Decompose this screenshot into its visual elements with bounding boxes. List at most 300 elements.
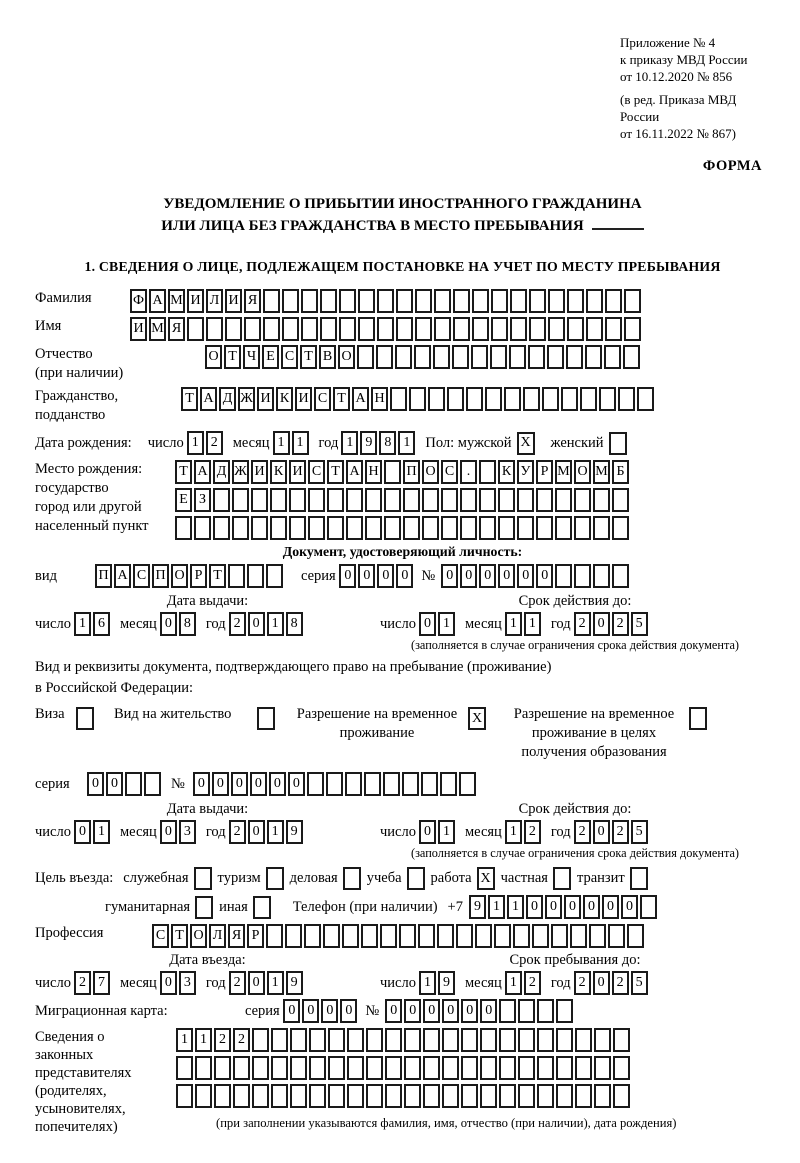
char-cell[interactable]: А [352,387,369,411]
char-cell[interactable] [206,317,223,341]
char-cell[interactable] [441,488,458,512]
char-cell[interactable]: З [194,488,211,512]
char-cell[interactable] [252,1028,269,1052]
char-cell[interactable] [624,317,641,341]
char-cell[interactable]: 2 [229,820,246,844]
char-cell[interactable]: Р [536,460,553,484]
char-cell[interactable] [423,1028,440,1052]
char-cell[interactable]: 0 [526,895,543,919]
char-cell[interactable]: И [130,317,147,341]
char-cell[interactable] [517,516,534,540]
char-cell[interactable]: Т [333,387,350,411]
char-cell[interactable] [194,516,211,540]
char-cell[interactable] [433,345,450,369]
char-cell[interactable]: 1 [438,612,455,636]
char-cell[interactable] [472,289,489,313]
char-cell[interactable] [282,289,299,313]
char-cell[interactable]: 1 [74,612,91,636]
char-cell[interactable]: 8 [286,612,303,636]
char-cell[interactable]: 0 [419,820,436,844]
char-cell[interactable] [548,289,565,313]
purpose-checkbox[interactable]: X [477,867,495,890]
char-cell[interactable]: 2 [233,1028,250,1052]
char-cell[interactable]: 5 [631,612,648,636]
char-cell[interactable] [551,924,568,948]
sex-male-checkbox[interactable]: X [517,432,535,455]
char-cell[interactable]: 0 [248,612,265,636]
char-cell[interactable] [499,1084,516,1108]
char-cell[interactable]: 2 [574,971,591,995]
residence-permit-checkbox[interactable] [257,707,275,730]
char-cell[interactable]: 1 [419,971,436,995]
char-cell[interactable]: Р [190,564,207,588]
char-cell[interactable] [290,1056,307,1080]
char-cell[interactable] [466,387,483,411]
char-cell[interactable]: 0 [302,999,319,1023]
char-cell[interactable]: 0 [377,564,394,588]
char-cell[interactable]: 2 [229,971,246,995]
char-cell[interactable] [271,1028,288,1052]
char-cell[interactable]: 1 [398,431,415,455]
char-cell[interactable]: 1 [176,1028,193,1052]
char-cell[interactable] [380,924,397,948]
char-cell[interactable] [266,564,283,588]
char-cell[interactable]: 0 [545,895,562,919]
char-cell[interactable]: 7 [93,971,110,995]
char-cell[interactable] [366,1084,383,1108]
char-cell[interactable] [548,317,565,341]
char-cell[interactable] [270,516,287,540]
purpose-checkbox[interactable] [266,867,284,890]
char-cell[interactable]: 0 [593,820,610,844]
char-cell[interactable] [323,924,340,948]
char-cell[interactable]: 0 [621,895,638,919]
char-cell[interactable] [567,289,584,313]
char-cell[interactable] [437,924,454,948]
char-cell[interactable] [442,1028,459,1052]
char-cell[interactable] [623,345,640,369]
char-cell[interactable] [309,1084,326,1108]
char-cell[interactable]: 0 [248,971,265,995]
char-cell[interactable] [346,488,363,512]
char-cell[interactable] [282,317,299,341]
char-cell[interactable] [608,924,625,948]
char-cell[interactable] [377,289,394,313]
char-cell[interactable] [570,924,587,948]
char-cell[interactable] [613,1028,630,1052]
char-cell[interactable] [499,1056,516,1080]
char-cell[interactable]: И [187,289,204,313]
char-cell[interactable] [637,387,654,411]
char-cell[interactable]: 0 [269,772,286,796]
char-cell[interactable]: 0 [212,772,229,796]
char-cell[interactable] [542,387,559,411]
char-cell[interactable] [523,387,540,411]
char-cell[interactable] [518,1028,535,1052]
char-cell[interactable] [547,345,564,369]
char-cell[interactable]: 1 [505,612,522,636]
char-cell[interactable] [475,924,492,948]
char-cell[interactable]: Р [247,924,264,948]
char-cell[interactable]: 2 [612,971,629,995]
char-cell[interactable] [365,488,382,512]
char-cell[interactable]: 3 [179,820,196,844]
char-cell[interactable]: Я [244,289,261,313]
char-cell[interactable]: Ж [232,460,249,484]
purpose-checkbox[interactable] [194,867,212,890]
purpose-checkbox[interactable] [553,867,571,890]
char-cell[interactable] [567,317,584,341]
char-cell[interactable] [491,289,508,313]
char-cell[interactable] [605,317,622,341]
char-cell[interactable]: 9 [360,431,377,455]
char-cell[interactable] [384,488,401,512]
char-cell[interactable] [537,1028,554,1052]
char-cell[interactable]: П [95,564,112,588]
char-cell[interactable] [612,488,629,512]
char-cell[interactable] [575,1028,592,1052]
char-cell[interactable] [594,1084,611,1108]
char-cell[interactable] [537,999,554,1023]
char-cell[interactable]: 2 [214,1028,231,1052]
char-cell[interactable] [556,1084,573,1108]
char-cell[interactable] [498,516,515,540]
char-cell[interactable]: 0 [193,772,210,796]
char-cell[interactable]: И [251,460,268,484]
char-cell[interactable]: 1 [505,820,522,844]
char-cell[interactable] [414,345,431,369]
char-cell[interactable] [232,516,249,540]
char-cell[interactable] [555,516,572,540]
char-cell[interactable] [404,1056,421,1080]
char-cell[interactable] [244,317,261,341]
char-cell[interactable] [376,345,393,369]
char-cell[interactable] [510,289,527,313]
char-cell[interactable] [556,1056,573,1080]
char-cell[interactable] [266,924,283,948]
char-cell[interactable]: О [171,564,188,588]
char-cell[interactable]: А [114,564,131,588]
char-cell[interactable]: О [574,460,591,484]
char-cell[interactable]: 1 [187,431,204,455]
char-cell[interactable]: 0 [480,999,497,1023]
char-cell[interactable] [461,1056,478,1080]
char-cell[interactable] [289,516,306,540]
char-cell[interactable] [589,924,606,948]
char-cell[interactable] [574,564,591,588]
char-cell[interactable]: 9 [438,971,455,995]
char-cell[interactable]: 0 [385,999,402,1023]
char-cell[interactable]: Е [262,345,279,369]
char-cell[interactable] [285,924,302,948]
char-cell[interactable]: 2 [229,612,246,636]
char-cell[interactable] [328,1084,345,1108]
char-cell[interactable] [271,1084,288,1108]
char-cell[interactable]: Е [175,488,192,512]
char-cell[interactable] [385,1028,402,1052]
char-cell[interactable]: А [346,460,363,484]
char-cell[interactable] [403,488,420,512]
char-cell[interactable]: 0 [340,999,357,1023]
char-cell[interactable] [613,1084,630,1108]
char-cell[interactable] [233,1084,250,1108]
char-cell[interactable]: У [517,460,534,484]
char-cell[interactable]: 0 [441,564,458,588]
char-cell[interactable] [422,516,439,540]
char-cell[interactable] [586,317,603,341]
char-cell[interactable]: О [205,345,222,369]
char-cell[interactable]: Т [181,387,198,411]
char-cell[interactable]: Я [228,924,245,948]
purpose-checkbox[interactable] [343,867,361,890]
char-cell[interactable] [309,1056,326,1080]
char-cell[interactable]: 1 [488,895,505,919]
char-cell[interactable]: О [422,460,439,484]
char-cell[interactable] [504,387,521,411]
char-cell[interactable]: 0 [442,999,459,1023]
char-cell[interactable] [499,999,516,1023]
char-cell[interactable] [403,516,420,540]
char-cell[interactable] [537,1084,554,1108]
char-cell[interactable]: П [152,564,169,588]
char-cell[interactable] [357,345,374,369]
char-cell[interactable]: 0 [106,772,123,796]
char-cell[interactable] [361,924,378,948]
char-cell[interactable] [252,1084,269,1108]
char-cell[interactable] [518,1084,535,1108]
char-cell[interactable] [593,564,610,588]
char-cell[interactable]: 0 [593,612,610,636]
char-cell[interactable]: 9 [286,971,303,995]
char-cell[interactable] [440,772,457,796]
char-cell[interactable] [385,1056,402,1080]
char-cell[interactable]: 1 [93,820,110,844]
char-cell[interactable] [479,516,496,540]
char-cell[interactable] [509,345,526,369]
char-cell[interactable] [529,317,546,341]
char-cell[interactable] [513,924,530,948]
char-cell[interactable] [399,924,416,948]
char-cell[interactable] [307,772,324,796]
char-cell[interactable]: Т [300,345,317,369]
char-cell[interactable] [479,488,496,512]
char-cell[interactable] [366,1028,383,1052]
char-cell[interactable]: А [200,387,217,411]
char-cell[interactable]: 2 [574,820,591,844]
purpose-checkbox[interactable] [195,896,213,919]
char-cell[interactable]: 0 [160,612,177,636]
char-cell[interactable]: 1 [438,820,455,844]
char-cell[interactable]: Ж [238,387,255,411]
char-cell[interactable]: Л [209,924,226,948]
char-cell[interactable]: 0 [404,999,421,1023]
char-cell[interactable] [213,516,230,540]
char-cell[interactable] [263,317,280,341]
char-cell[interactable] [228,564,245,588]
char-cell[interactable] [339,289,356,313]
char-cell[interactable] [485,387,502,411]
char-cell[interactable]: Б [612,460,629,484]
char-cell[interactable] [528,345,545,369]
char-cell[interactable]: 1 [195,1028,212,1052]
char-cell[interactable] [225,317,242,341]
char-cell[interactable] [402,772,419,796]
char-cell[interactable] [327,516,344,540]
char-cell[interactable] [442,1056,459,1080]
char-cell[interactable]: И [225,289,242,313]
char-cell[interactable] [290,1028,307,1052]
char-cell[interactable]: К [276,387,293,411]
char-cell[interactable] [328,1056,345,1080]
char-cell[interactable]: 2 [206,431,223,455]
char-cell[interactable] [308,488,325,512]
char-cell[interactable]: В [319,345,336,369]
char-cell[interactable]: . [460,460,477,484]
char-cell[interactable] [594,1028,611,1052]
char-cell[interactable]: Т [224,345,241,369]
char-cell[interactable] [453,289,470,313]
char-cell[interactable] [593,488,610,512]
char-cell[interactable] [252,1056,269,1080]
char-cell[interactable]: 0 [564,895,581,919]
char-cell[interactable]: А [194,460,211,484]
char-cell[interactable] [396,317,413,341]
char-cell[interactable]: С [308,460,325,484]
char-cell[interactable] [213,488,230,512]
char-cell[interactable] [518,999,535,1023]
char-cell[interactable] [271,1056,288,1080]
char-cell[interactable] [575,1056,592,1080]
char-cell[interactable] [536,516,553,540]
char-cell[interactable]: К [270,460,287,484]
char-cell[interactable] [270,488,287,512]
char-cell[interactable] [453,317,470,341]
char-cell[interactable]: 0 [248,820,265,844]
char-cell[interactable] [510,317,527,341]
char-cell[interactable] [377,317,394,341]
char-cell[interactable] [358,317,375,341]
char-cell[interactable]: К [498,460,515,484]
char-cell[interactable]: 2 [524,820,541,844]
char-cell[interactable]: Н [365,460,382,484]
char-cell[interactable]: 1 [507,895,524,919]
char-cell[interactable] [195,1056,212,1080]
char-cell[interactable] [421,772,438,796]
char-cell[interactable] [176,1056,193,1080]
char-cell[interactable] [232,488,249,512]
char-cell[interactable] [536,488,553,512]
char-cell[interactable] [491,317,508,341]
char-cell[interactable]: 1 [267,612,284,636]
char-cell[interactable]: 0 [423,999,440,1023]
char-cell[interactable] [214,1056,231,1080]
char-cell[interactable] [593,516,610,540]
char-cell[interactable] [125,772,142,796]
char-cell[interactable]: 0 [288,772,305,796]
char-cell[interactable]: А [149,289,166,313]
purpose-checkbox[interactable] [407,867,425,890]
char-cell[interactable]: 6 [93,612,110,636]
char-cell[interactable] [442,1084,459,1108]
char-cell[interactable] [459,772,476,796]
purpose-checkbox[interactable] [630,867,648,890]
char-cell[interactable] [384,516,401,540]
char-cell[interactable]: Д [219,387,236,411]
char-cell[interactable] [566,345,583,369]
temp-residence-checkbox[interactable]: X [468,707,486,730]
char-cell[interactable]: 1 [267,820,284,844]
char-cell[interactable]: 0 [479,564,496,588]
char-cell[interactable]: М [555,460,572,484]
char-cell[interactable] [251,516,268,540]
char-cell[interactable] [479,460,496,484]
char-cell[interactable]: 0 [250,772,267,796]
char-cell[interactable]: 2 [574,612,591,636]
char-cell[interactable] [460,488,477,512]
char-cell[interactable] [456,924,473,948]
char-cell[interactable] [301,317,318,341]
char-cell[interactable] [345,772,362,796]
char-cell[interactable]: 0 [460,564,477,588]
char-cell[interactable] [580,387,597,411]
char-cell[interactable]: И [257,387,274,411]
char-cell[interactable] [612,516,629,540]
char-cell[interactable] [404,1084,421,1108]
char-cell[interactable] [574,488,591,512]
char-cell[interactable]: С [281,345,298,369]
char-cell[interactable]: 8 [179,612,196,636]
char-cell[interactable] [561,387,578,411]
char-cell[interactable] [613,1056,630,1080]
char-cell[interactable] [461,1084,478,1108]
char-cell[interactable] [532,924,549,948]
char-cell[interactable] [358,289,375,313]
char-cell[interactable] [428,387,445,411]
char-cell[interactable] [301,289,318,313]
char-cell[interactable]: 0 [593,971,610,995]
char-cell[interactable]: 0 [160,971,177,995]
char-cell[interactable]: 2 [612,820,629,844]
char-cell[interactable]: 0 [517,564,534,588]
char-cell[interactable] [605,289,622,313]
char-cell[interactable] [640,895,657,919]
char-cell[interactable]: С [133,564,150,588]
char-cell[interactable]: И [295,387,312,411]
char-cell[interactable] [396,289,413,313]
char-cell[interactable] [537,1056,554,1080]
char-cell[interactable] [175,516,192,540]
char-cell[interactable]: 1 [273,431,290,455]
char-cell[interactable]: Н [371,387,388,411]
char-cell[interactable]: 0 [461,999,478,1023]
char-cell[interactable] [144,772,161,796]
char-cell[interactable]: 0 [498,564,515,588]
char-cell[interactable] [423,1056,440,1080]
char-cell[interactable]: Л [206,289,223,313]
char-cell[interactable] [627,924,644,948]
char-cell[interactable] [390,387,407,411]
char-cell[interactable] [395,345,412,369]
char-cell[interactable] [518,1056,535,1080]
char-cell[interactable] [365,516,382,540]
char-cell[interactable]: 1 [505,971,522,995]
char-cell[interactable]: 0 [231,772,248,796]
char-cell[interactable] [320,289,337,313]
char-cell[interactable] [347,1056,364,1080]
char-cell[interactable]: 0 [339,564,356,588]
char-cell[interactable]: И [289,460,306,484]
char-cell[interactable]: 2 [612,612,629,636]
